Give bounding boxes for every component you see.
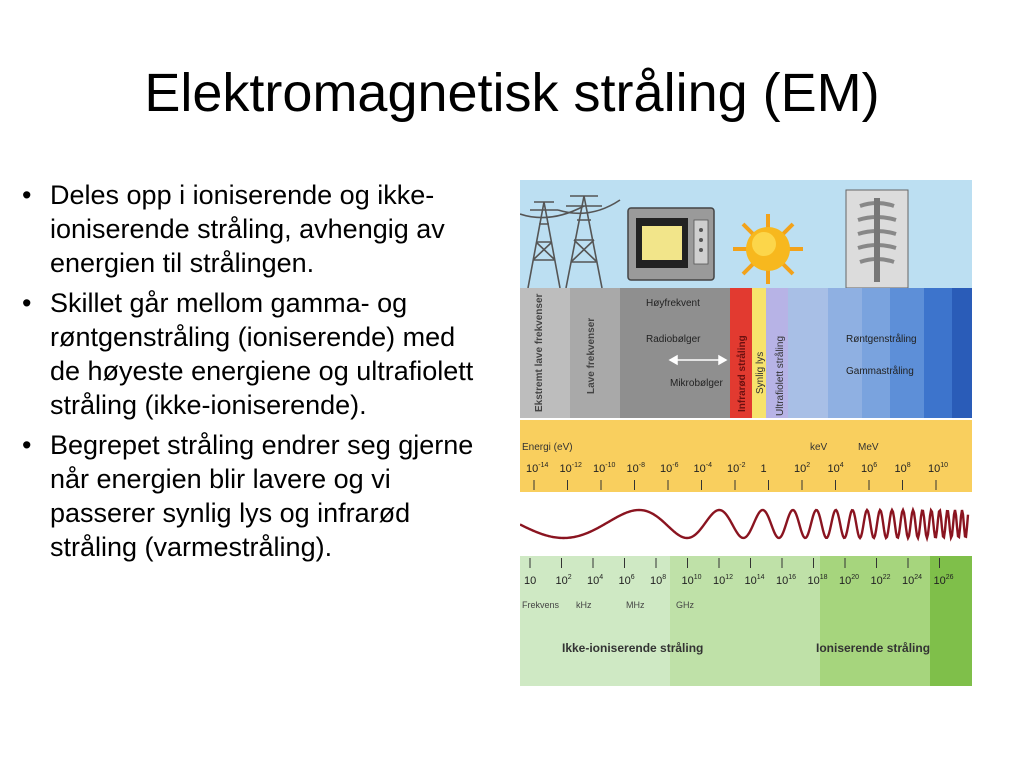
- bullet-symbol: •: [22, 288, 32, 318]
- energy-tick-label: $10^{-10}$: [593, 462, 616, 475]
- frequency-tick-label: $10^{14}$: [744, 574, 765, 587]
- energy-tick-label: $10^4$: [827, 462, 844, 475]
- slide-title: Elektromagnetisk stråling (EM): [144, 63, 880, 123]
- frequency-tick-label: $10^{24}$: [902, 574, 923, 587]
- microwave-oven-icon: [628, 208, 714, 280]
- energy-tick-exponent: -2: [739, 462, 746, 469]
- band-label-hf: Høyfrekvent: [646, 298, 700, 309]
- energy-tick-label: $10^{-6}$: [660, 462, 679, 475]
- frequency-tick-label: $10^4$: [587, 574, 604, 587]
- frequency-unit-mhz: MHz: [626, 600, 645, 610]
- energy-tick-exponent: -8: [638, 462, 645, 469]
- energy-tick-exponent: 4: [839, 462, 844, 469]
- wave-strip: [520, 492, 972, 556]
- energy-unit-mev: MeV: [858, 442, 879, 453]
- frequency-tick-label: $10^{16}$: [776, 574, 797, 587]
- frequency-tick-label: $10^{26}$: [933, 574, 954, 587]
- energy-tick-label: $10^{10}$: [928, 462, 949, 475]
- energy-tick-exponent: -14: [538, 462, 549, 469]
- energy-tick-exponent: -12: [571, 462, 582, 469]
- bullet-item: [20, 286, 490, 422]
- frequency-axis-label: Frekvens: [522, 600, 560, 610]
- frequency-tick-exponent: 16: [788, 574, 797, 581]
- ionizing-label: Ioniserende stråling: [816, 641, 931, 655]
- frequency-tick-label: $10^{18}$: [807, 574, 828, 587]
- bullet-list: [20, 178, 490, 570]
- bullet-text: Deles opp i ioniserende og ikke-ioniserende stråling, avhengig av energien til strålingen.: [50, 180, 445, 278]
- frequency-tick-label: $10^6$: [618, 574, 635, 587]
- energy-tick-exponent: 6: [873, 462, 878, 469]
- energy-tick-label: $10^{-14}$: [526, 462, 549, 475]
- energy-tick-label: $10^{-8}$: [626, 462, 645, 475]
- em-spectrum-figure: [520, 180, 972, 686]
- frequency-tick-exponent: 10: [693, 574, 702, 581]
- bullet-text: Skillet går mellom gamma- og røntgenstråling (ioniserende) med de høyeste energiene og ultrafiolett stråling (ikke-ioniserende).: [50, 288, 474, 420]
- bullet-symbol: •: [22, 430, 32, 460]
- frequency-tick-label: $10^8$: [650, 574, 667, 587]
- frequency-tick-exponent: 6: [630, 574, 635, 581]
- frequency-tick-label: $10^{12}$: [713, 574, 734, 587]
- frequency-tick-exponent: 22: [882, 574, 891, 581]
- band-label-xray: Røntgenstråling: [846, 334, 917, 345]
- energy-tick-label: $10^{-4}$: [693, 462, 712, 475]
- frequency-tick-exponent: 8: [662, 574, 667, 581]
- frequency-unit-khz: kHz: [576, 600, 592, 610]
- band-label-visible: Synlig lys: [755, 351, 766, 394]
- energy-strip: [520, 420, 972, 492]
- energy-tick-label: $10^{-12}$: [559, 462, 582, 475]
- sun-icon: [733, 214, 803, 284]
- energy-tick-exponent: 8: [906, 462, 911, 469]
- frequency-tick-label: $10^2$: [555, 574, 572, 587]
- frequency-tick-label: 10: [524, 575, 537, 587]
- band-label-uv: Ultrafiolett stråling: [775, 335, 786, 416]
- band-label-gamma: Gammastråling: [846, 366, 914, 377]
- frequency-tick-exponent: 14: [756, 574, 765, 581]
- frequency-tick-label: $10^{20}$: [839, 574, 860, 587]
- energy-tick-exponent: -10: [605, 462, 616, 469]
- energy-tick-label: $10^2$: [794, 462, 811, 475]
- band-label-infrared: Infrarød stråling: [737, 335, 748, 412]
- energy-axis-label: Energi (eV): [522, 442, 573, 453]
- band-label-low: Lave frekvenser: [586, 317, 597, 394]
- frequency-tick-exponent: 4: [599, 574, 604, 581]
- frequency-tick-exponent: 18: [819, 574, 828, 581]
- frequency-tick-exponent: 12: [725, 574, 734, 581]
- frequency-tick-exponent: 26: [945, 574, 954, 581]
- energy-tick-exponent: 10: [940, 462, 949, 469]
- energy-tick-exponent: -4: [705, 462, 712, 469]
- frequency-tick-exponent: 20: [851, 574, 860, 581]
- energy-tick-label: 1: [760, 463, 767, 475]
- bullet-text: Begrepet stråling endrer seg gjerne når energien blir lavere og vi passerer synlig lys og infrarød stråling (varmestråling).: [50, 430, 474, 562]
- energy-tick-label: $10^8$: [894, 462, 911, 475]
- frequency-tick-label: $10^{10}$: [681, 574, 702, 587]
- energy-tick-label: $10^{-2}$: [727, 462, 746, 475]
- frequency-tick-exponent: 2: [567, 574, 572, 581]
- bullet-item: [20, 428, 490, 564]
- energy-tick-exponent: -6: [672, 462, 679, 469]
- bullet-symbol: •: [22, 180, 32, 210]
- frequency-tick-exponent: 24: [914, 574, 923, 581]
- frequency-tick-label: $10^{22}$: [870, 574, 891, 587]
- energy-unit-kev: keV: [810, 442, 828, 453]
- band-label-radio: Radiobølger: [646, 334, 701, 345]
- energy-tick-label: $10^6$: [861, 462, 878, 475]
- band-label-micro: Mikrobølger: [670, 378, 723, 389]
- frequency-unit-ghz: GHz: [676, 600, 694, 610]
- band-label-extreme-low: Ekstremt lave frekvenser: [534, 293, 545, 412]
- bullet-item: [20, 178, 490, 280]
- energy-tick-exponent: 2: [806, 462, 811, 469]
- xray-image-icon: [846, 190, 908, 288]
- non-ionizing-label: Ikke-ioniserende stråling: [562, 641, 704, 655]
